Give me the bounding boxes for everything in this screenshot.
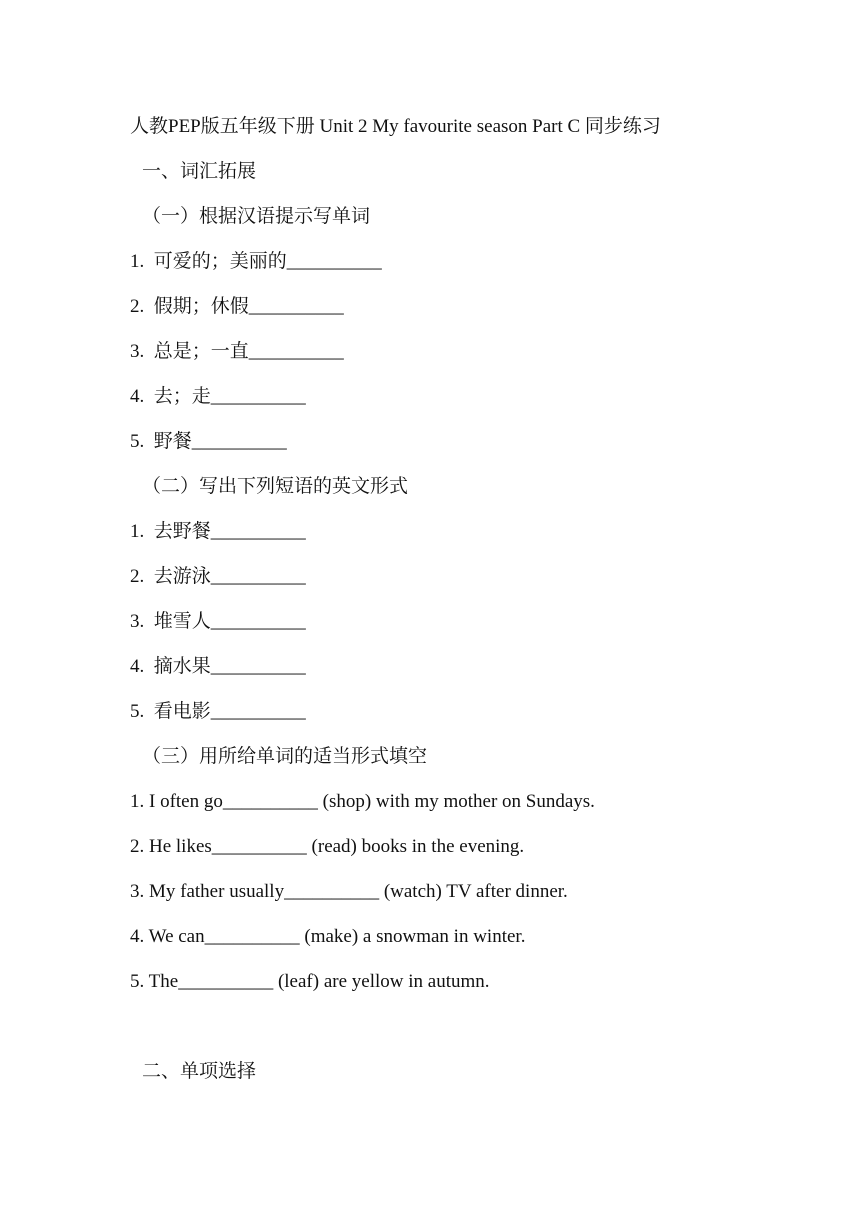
question-item: 3. My father usually__________ (watch) TV after dinner. xyxy=(130,881,568,902)
section-heading-multiple-choice: 二、单项选择 xyxy=(142,1061,257,1082)
subsection-heading-fill-blanks: （三）用所给单词的适当形式填空 xyxy=(142,746,428,767)
question-item: 4. 摘水果__________ xyxy=(130,656,306,677)
question-item: 5. 野餐__________ xyxy=(130,431,287,452)
question-item: 5. The__________ (leaf) are yellow in autumn. xyxy=(130,971,490,992)
subsection-heading-write-words: （一）根据汉语提示写单词 xyxy=(142,206,371,227)
section-heading-vocabulary: 一、词汇拓展 xyxy=(142,161,257,182)
question-item: 3. 堆雪人__________ xyxy=(130,611,306,632)
subsection-heading-english-phrases: （二）写出下列短语的英文形式 xyxy=(142,476,409,497)
question-item: 1. 可爱的；美丽的__________ xyxy=(130,251,382,272)
question-item: 1. I often go__________ (shop) with my mother on Sundays. xyxy=(130,791,595,812)
question-item: 4. We can__________ (make) a snowman in winter. xyxy=(130,926,526,947)
question-item: 4. 去；走__________ xyxy=(130,386,306,407)
question-item: 5. 看电影__________ xyxy=(130,701,306,722)
question-item: 2. 去游泳__________ xyxy=(130,566,306,587)
question-item: 2. 假期；休假__________ xyxy=(130,296,344,317)
question-item: 3. 总是；一直__________ xyxy=(130,341,344,362)
question-item: 1. 去野餐__________ xyxy=(130,521,306,542)
document-title: 人教PEP版五年级下册 Unit 2 My favourite season Part C 同步练习 xyxy=(130,116,661,137)
question-item: 2. He likes__________ (read) books in the evening. xyxy=(130,836,525,857)
